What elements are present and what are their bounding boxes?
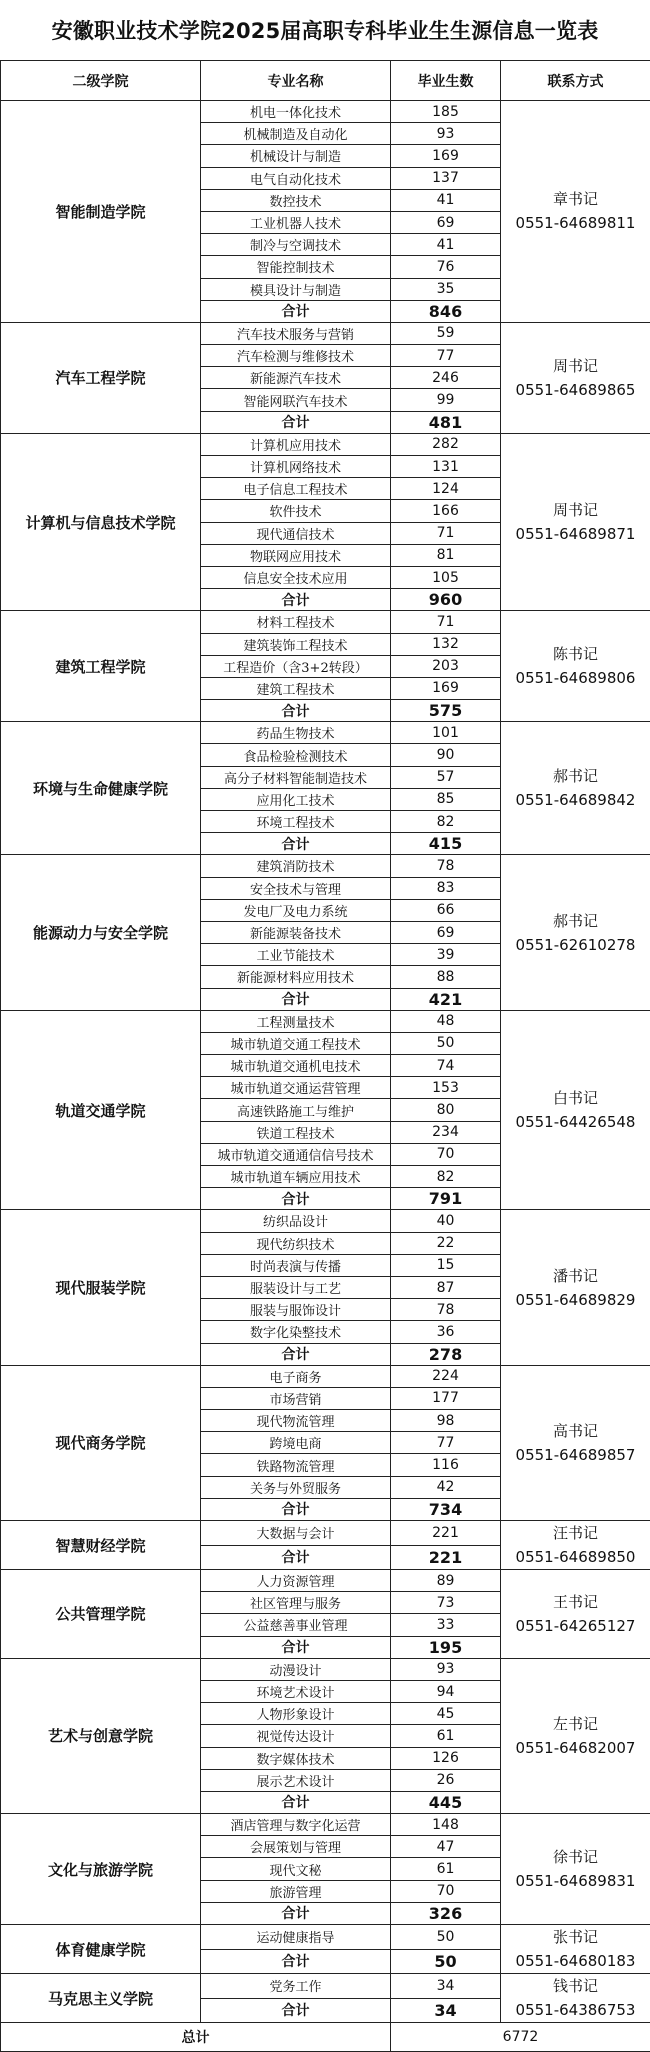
college-name: 能源动力与安全学院 [1, 855, 201, 1010]
major-name: 机械设计与制造 [201, 145, 391, 167]
major-name: 服装与服饰设计 [201, 1299, 391, 1321]
contact-cell [501, 855, 650, 1010]
subtotal-value: 575 [391, 700, 501, 722]
major-name: 智能控制技术 [201, 256, 391, 278]
table-row [1, 1210, 650, 1232]
major-name: 安全技术与管理 [201, 877, 391, 899]
college-name: 汽车工程学院 [1, 322, 201, 433]
subtotal-value: 415 [391, 833, 501, 855]
contact-phone: 0551-64689829 [501, 1288, 650, 1312]
contact-cell [501, 1521, 650, 1570]
contact-name: 章书记 [501, 187, 650, 211]
subtotal-value: 221 [391, 1545, 501, 1570]
table-row [1, 322, 650, 344]
major-name: 药品生物技术 [201, 722, 391, 744]
table-row [1, 1365, 650, 1387]
graduate-count: 153 [391, 1077, 501, 1099]
graduate-count: 41 [391, 234, 501, 256]
contact-phone: 0551-64689842 [501, 788, 650, 812]
major-name: 材料工程技术 [201, 611, 391, 633]
major-name: 大数据与会计 [201, 1521, 391, 1546]
graduate-count: 74 [391, 1055, 501, 1077]
graduate-count: 166 [391, 500, 501, 522]
contact-cell [501, 722, 650, 855]
major-name: 旅游管理 [201, 1880, 391, 1902]
graduate-count: 88 [391, 966, 501, 988]
graduate-count: 66 [391, 899, 501, 921]
subtotal-label: 合计 [201, 1498, 391, 1520]
header-major: 专业名称 [201, 61, 391, 101]
major-name: 现代文秘 [201, 1858, 391, 1880]
graduate-count: 34 [391, 1974, 501, 1999]
header-count: 毕业生数 [391, 61, 501, 101]
table-row [1, 1010, 650, 1032]
contact-name: 汪书记 [501, 1521, 650, 1545]
graduate-count: 137 [391, 167, 501, 189]
graduate-count: 48 [391, 1010, 501, 1032]
total-value: 6772 [391, 2023, 650, 2052]
page-title: 安徽职业技术学院2025届高职专科毕业生生源信息一览表 [0, 0, 650, 60]
graduate-count: 116 [391, 1454, 501, 1476]
contact-cell [501, 1010, 650, 1210]
contact-name: 徐书记 [501, 1845, 650, 1869]
total-row [1, 2023, 650, 2052]
table-body [1, 101, 650, 2023]
subtotal-label: 合计 [201, 1998, 391, 2023]
subtotal-label: 合计 [201, 1949, 391, 1974]
contact-cell [501, 1658, 650, 1813]
graduate-count: 93 [391, 123, 501, 145]
table-row [1, 1658, 650, 1680]
major-name: 电气自动化技术 [201, 167, 391, 189]
graduate-count: 22 [391, 1232, 501, 1254]
contact-name: 郝书记 [501, 909, 650, 933]
graduate-count: 50 [391, 1032, 501, 1054]
college-name: 智能制造学院 [1, 101, 201, 323]
total-label: 总计 [1, 2023, 391, 2052]
graduate-count: 185 [391, 101, 501, 123]
major-name: 展示艺术设计 [201, 1769, 391, 1791]
contact-cell [501, 1974, 650, 2023]
major-name: 高分子材料智能制造技术 [201, 766, 391, 788]
graduate-count: 76 [391, 256, 501, 278]
major-name: 制冷与空调技术 [201, 234, 391, 256]
college-name: 现代商务学院 [1, 1365, 201, 1520]
major-name: 电子商务 [201, 1365, 391, 1387]
graduate-count: 82 [391, 1166, 501, 1188]
contact-phone: 0551-64689831 [501, 1869, 650, 1893]
subtotal-label: 合计 [201, 1545, 391, 1570]
graduate-count: 70 [391, 1880, 501, 1902]
subtotal-value: 50 [391, 1949, 501, 1974]
graduate-count: 78 [391, 1299, 501, 1321]
major-name: 汽车检测与维修技术 [201, 345, 391, 367]
college-name: 计算机与信息技术学院 [1, 433, 201, 611]
graduate-count: 169 [391, 677, 501, 699]
major-name: 食品检验检测技术 [201, 744, 391, 766]
contact-phone: 0551-64689865 [501, 378, 650, 402]
major-name: 发电厂及电力系统 [201, 899, 391, 921]
contact-phone: 0551-64265127 [501, 1614, 650, 1638]
subtotal-label: 合计 [201, 1636, 391, 1658]
subtotal-label: 合计 [201, 1902, 391, 1924]
major-name: 服装设计与工艺 [201, 1276, 391, 1298]
graduate-count: 15 [391, 1254, 501, 1276]
major-name: 酒店管理与数字化运营 [201, 1814, 391, 1836]
contact-name: 高书记 [501, 1419, 650, 1443]
major-name: 运动健康指导 [201, 1925, 391, 1950]
subtotal-label: 合计 [201, 988, 391, 1010]
graduate-count: 57 [391, 766, 501, 788]
major-name: 新能源装备技术 [201, 921, 391, 943]
contact-cell [501, 1210, 650, 1365]
graduate-count: 47 [391, 1836, 501, 1858]
major-name: 机械制造及自动化 [201, 123, 391, 145]
contact-phone: 0551-64689857 [501, 1443, 650, 1467]
table-row [1, 101, 650, 123]
graduate-count: 73 [391, 1592, 501, 1614]
graduate-count: 36 [391, 1321, 501, 1343]
major-name: 物联网应用技术 [201, 544, 391, 566]
contact-name: 王书记 [501, 1590, 650, 1614]
contact-name: 周书记 [501, 354, 650, 378]
contact-name: 钱书记 [501, 1974, 650, 1998]
graduate-count: 77 [391, 1432, 501, 1454]
graduate-count: 61 [391, 1858, 501, 1880]
subtotal-value: 960 [391, 589, 501, 611]
graduate-count: 126 [391, 1747, 501, 1769]
graduate-count: 59 [391, 322, 501, 344]
contact-phone: 0551-64689871 [501, 522, 650, 546]
graduate-count: 35 [391, 278, 501, 300]
graduate-count: 45 [391, 1703, 501, 1725]
major-name: 人力资源管理 [201, 1570, 391, 1592]
major-name: 铁路物流管理 [201, 1454, 391, 1476]
contact-phone: 0551-64386753 [501, 1998, 650, 2022]
major-name: 计算机应用技术 [201, 433, 391, 455]
contact-cell [501, 611, 650, 722]
graduate-count: 131 [391, 456, 501, 478]
major-name: 模具设计与制造 [201, 278, 391, 300]
graduate-count: 78 [391, 855, 501, 877]
major-name: 现代物流管理 [201, 1410, 391, 1432]
graduate-count: 69 [391, 211, 501, 233]
subtotal-value: 278 [391, 1343, 501, 1365]
major-name: 现代纺织技术 [201, 1232, 391, 1254]
college-name: 智慧财经学院 [1, 1521, 201, 1570]
major-name: 高速铁路施工与维护 [201, 1099, 391, 1121]
major-name: 城市轨道交通通信信号技术 [201, 1143, 391, 1165]
college-name: 体育健康学院 [1, 1925, 201, 1974]
subtotal-label: 合计 [201, 1343, 391, 1365]
major-name: 视觉传达设计 [201, 1725, 391, 1747]
contact-name: 白书记 [501, 1086, 650, 1110]
graduate-count: 40 [391, 1210, 501, 1232]
college-name: 轨道交通学院 [1, 1010, 201, 1210]
college-name: 现代服装学院 [1, 1210, 201, 1365]
graduate-count: 87 [391, 1276, 501, 1298]
graduate-count: 246 [391, 367, 501, 389]
subtotal-label: 合计 [201, 1791, 391, 1813]
major-name: 公益慈善事业管理 [201, 1614, 391, 1636]
graduate-table [0, 60, 650, 2052]
major-name: 数字媒体技术 [201, 1747, 391, 1769]
graduate-count: 124 [391, 478, 501, 500]
major-name: 城市轨道交通机电技术 [201, 1055, 391, 1077]
college-name: 文化与旅游学院 [1, 1814, 201, 1925]
college-name: 公共管理学院 [1, 1570, 201, 1659]
major-name: 纺织品设计 [201, 1210, 391, 1232]
table-row [1, 1814, 650, 1836]
graduate-count: 81 [391, 544, 501, 566]
major-name: 人物形象设计 [201, 1703, 391, 1725]
subtotal-value: 421 [391, 988, 501, 1010]
graduate-count: 82 [391, 811, 501, 833]
major-name: 新能源材料应用技术 [201, 966, 391, 988]
contact-name: 左书记 [501, 1712, 650, 1736]
contact-name: 周书记 [501, 498, 650, 522]
major-name: 工业节能技术 [201, 944, 391, 966]
graduate-count: 41 [391, 189, 501, 211]
graduate-count: 282 [391, 433, 501, 455]
major-name: 党务工作 [201, 1974, 391, 1999]
major-name: 市场营销 [201, 1387, 391, 1409]
subtotal-value: 846 [391, 300, 501, 322]
contact-phone: 0551-64682007 [501, 1736, 650, 1760]
graduate-count: 99 [391, 389, 501, 411]
major-name: 城市轨道交通工程技术 [201, 1032, 391, 1054]
major-name: 应用化工技术 [201, 788, 391, 810]
table-row [1, 611, 650, 633]
graduate-count: 203 [391, 655, 501, 677]
subtotal-value: 34 [391, 1998, 501, 2023]
contact-cell [501, 433, 650, 611]
college-name: 艺术与创意学院 [1, 1658, 201, 1813]
major-name: 汽车技术服务与营销 [201, 322, 391, 344]
graduate-count: 33 [391, 1614, 501, 1636]
graduate-count: 50 [391, 1925, 501, 1950]
graduate-count: 80 [391, 1099, 501, 1121]
table-row [1, 1521, 650, 1546]
contact-phone: 0551-64426548 [501, 1110, 650, 1134]
subtotal-value: 734 [391, 1498, 501, 1520]
graduate-count: 70 [391, 1143, 501, 1165]
contact-phone: 0551-64689806 [501, 666, 650, 690]
table-row [1, 1570, 650, 1592]
major-name: 建筑装饰工程技术 [201, 633, 391, 655]
major-name: 城市轨道车辆应用技术 [201, 1166, 391, 1188]
college-name: 建筑工程学院 [1, 611, 201, 722]
college-name: 马克思主义学院 [1, 1974, 201, 2023]
subtotal-value: 791 [391, 1188, 501, 1210]
subtotal-label: 合计 [201, 589, 391, 611]
major-name: 环境艺术设计 [201, 1680, 391, 1702]
major-name: 动漫设计 [201, 1658, 391, 1680]
subtotal-label: 合计 [201, 833, 391, 855]
contact-name: 张书记 [501, 1925, 650, 1949]
header-row [1, 61, 650, 101]
graduate-count: 71 [391, 611, 501, 633]
contact-cell [501, 101, 650, 323]
major-name: 城市轨道交通运营管理 [201, 1077, 391, 1099]
major-name: 建筑工程技术 [201, 677, 391, 699]
major-name: 关务与外贸服务 [201, 1476, 391, 1498]
contact-cell [501, 1814, 650, 1925]
subtotal-label: 合计 [201, 300, 391, 322]
major-name: 跨境电商 [201, 1432, 391, 1454]
subtotal-label: 合计 [201, 411, 391, 433]
major-name: 铁道工程技术 [201, 1121, 391, 1143]
contact-phone: 0551-62610278 [501, 933, 650, 957]
major-name: 环境工程技术 [201, 811, 391, 833]
table-row [1, 722, 650, 744]
subtotal-value: 326 [391, 1902, 501, 1924]
major-name: 数字化染整技术 [201, 1321, 391, 1343]
table-row [1, 855, 650, 877]
header-contact: 联系方式 [501, 61, 650, 101]
contact-cell [501, 1925, 650, 1974]
header-college: 二级学院 [1, 61, 201, 101]
major-name: 社区管理与服务 [201, 1592, 391, 1614]
contact-name: 郝书记 [501, 764, 650, 788]
graduate-count: 85 [391, 788, 501, 810]
major-name: 机电一体化技术 [201, 101, 391, 123]
graduate-count: 71 [391, 522, 501, 544]
major-name: 新能源汽车技术 [201, 367, 391, 389]
major-name: 智能网联汽车技术 [201, 389, 391, 411]
contact-phone: 0551-64689850 [501, 1545, 650, 1569]
major-name: 信息安全技术应用 [201, 566, 391, 588]
graduate-count: 169 [391, 145, 501, 167]
graduate-count: 26 [391, 1769, 501, 1791]
graduate-count: 224 [391, 1365, 501, 1387]
major-name: 计算机网络技术 [201, 456, 391, 478]
graduate-count: 61 [391, 1725, 501, 1747]
contact-cell [501, 322, 650, 433]
major-name: 工程测量技术 [201, 1010, 391, 1032]
subtotal-value: 481 [391, 411, 501, 433]
major-name: 时尚表演与传播 [201, 1254, 391, 1276]
contact-name: 潘书记 [501, 1264, 650, 1288]
graduate-count: 90 [391, 744, 501, 766]
graduate-count: 177 [391, 1387, 501, 1409]
major-name: 电子信息工程技术 [201, 478, 391, 500]
major-name: 数控技术 [201, 189, 391, 211]
major-name: 建筑消防技术 [201, 855, 391, 877]
graduate-count: 101 [391, 722, 501, 744]
college-name: 环境与生命健康学院 [1, 722, 201, 855]
graduate-count: 105 [391, 566, 501, 588]
graduate-count: 93 [391, 1658, 501, 1680]
subtotal-label: 合计 [201, 700, 391, 722]
graduate-count: 221 [391, 1521, 501, 1546]
contact-cell [501, 1365, 650, 1520]
major-name: 现代通信技术 [201, 522, 391, 544]
subtotal-label: 合计 [201, 1188, 391, 1210]
contact-cell [501, 1570, 650, 1659]
graduate-count: 98 [391, 1410, 501, 1432]
contact-phone: 0551-64680183 [501, 1949, 650, 1973]
graduate-count: 148 [391, 1814, 501, 1836]
graduate-count: 83 [391, 877, 501, 899]
graduate-count: 39 [391, 944, 501, 966]
graduate-count: 69 [391, 921, 501, 943]
table-row [1, 1974, 650, 1999]
graduate-count: 132 [391, 633, 501, 655]
graduate-count: 42 [391, 1476, 501, 1498]
major-name: 工程造价（含3+2转段） [201, 655, 391, 677]
contact-name: 陈书记 [501, 642, 650, 666]
table-row [1, 433, 650, 455]
major-name: 工业机器人技术 [201, 211, 391, 233]
graduate-count: 234 [391, 1121, 501, 1143]
table-row [1, 1925, 650, 1950]
major-name: 软件技术 [201, 500, 391, 522]
graduate-count: 77 [391, 345, 501, 367]
subtotal-value: 195 [391, 1636, 501, 1658]
contact-phone: 0551-64689811 [501, 211, 650, 235]
graduate-count: 94 [391, 1680, 501, 1702]
subtotal-value: 445 [391, 1791, 501, 1813]
major-name: 会展策划与管理 [201, 1836, 391, 1858]
graduate-count: 89 [391, 1570, 501, 1592]
